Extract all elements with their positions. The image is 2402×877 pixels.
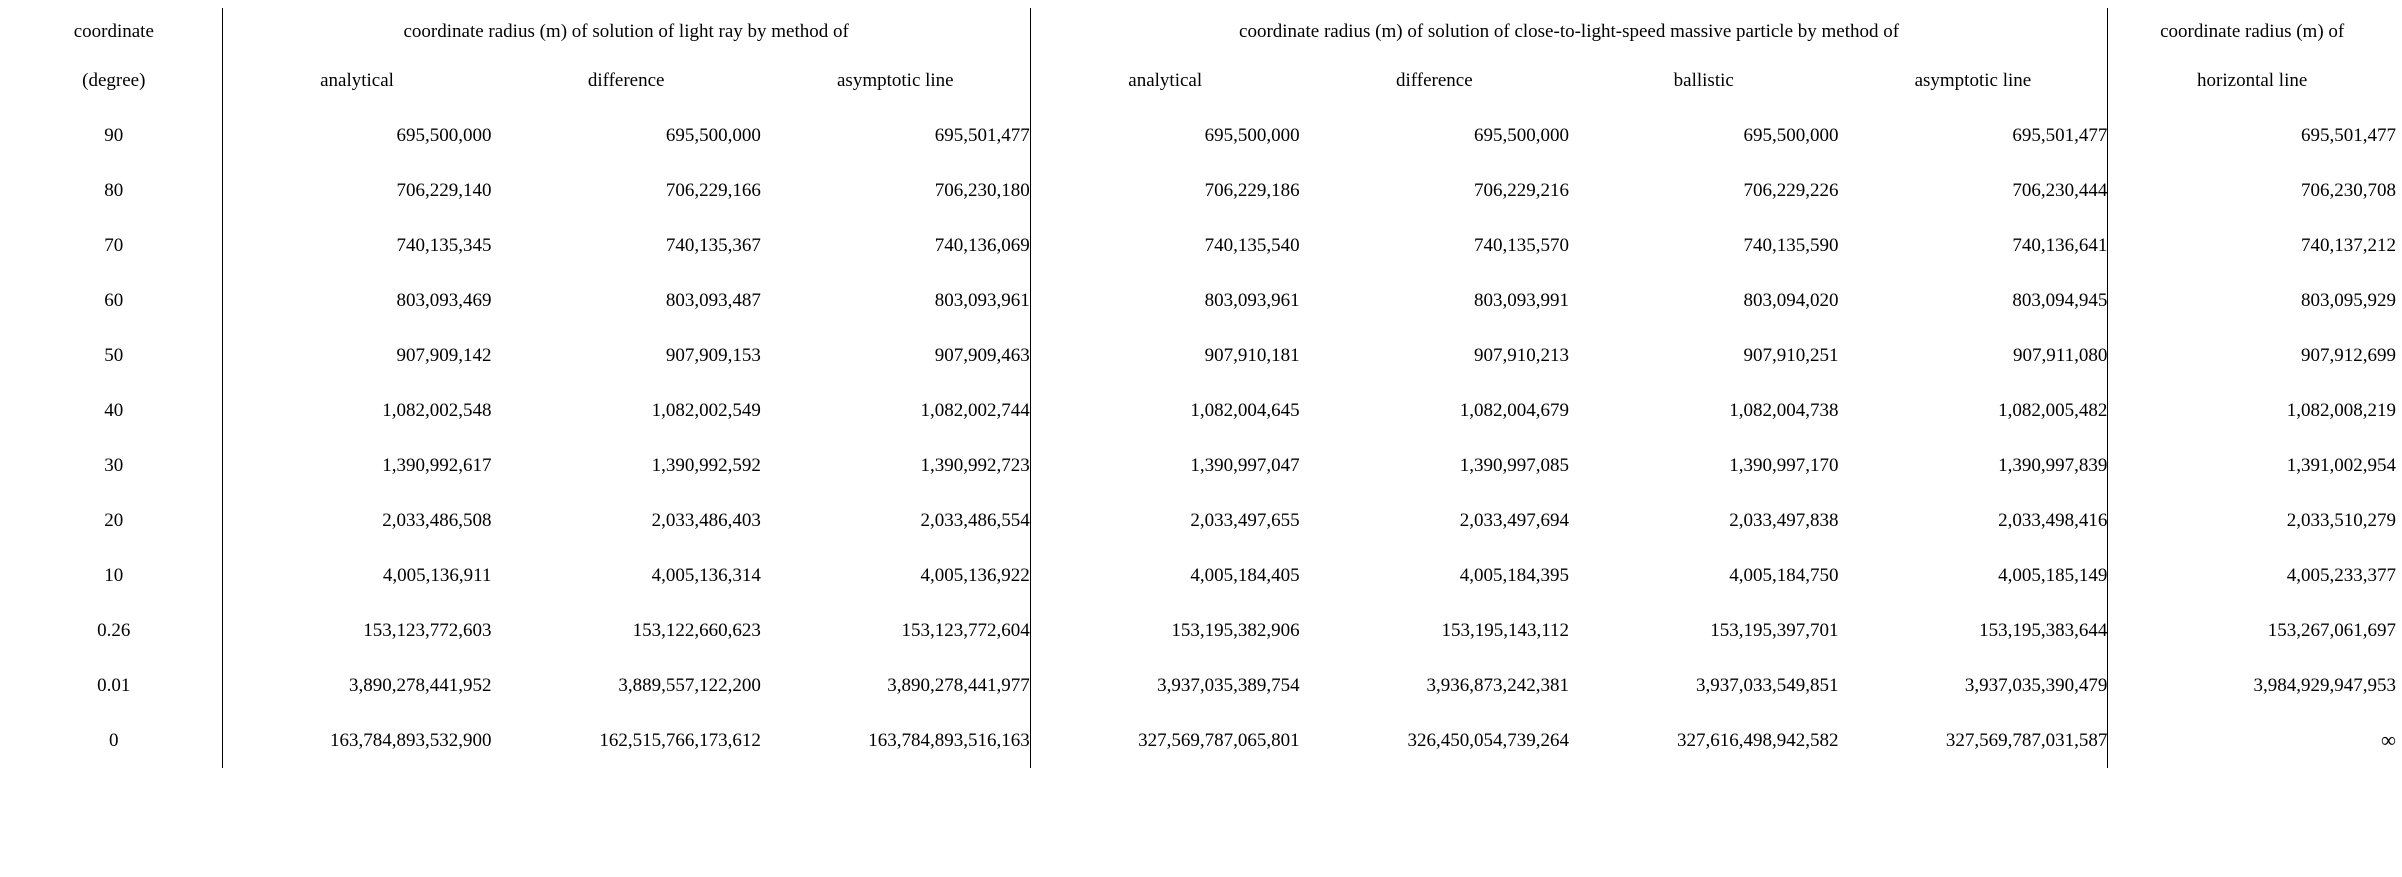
table-row bbox=[6, 163, 2396, 218]
header-group-light-ray: coordinate radius (m) of solution of light ray by method of bbox=[222, 8, 1030, 58]
cell-value: 695,500,000 bbox=[1204, 124, 1300, 146]
cell-value: 4,005,184,750 bbox=[1729, 564, 1839, 586]
cell-coordinate: 10 bbox=[6, 548, 222, 603]
cell-value: 3,890,278,441,977 bbox=[761, 658, 1030, 713]
cell-value: 153,195,383,644 bbox=[1838, 603, 2107, 658]
table-row bbox=[6, 218, 2396, 273]
cell-value: 327,569,787,031,587 bbox=[1838, 713, 2107, 768]
cell-value: 706,229,140 bbox=[396, 179, 492, 201]
cell-value: 803,093,961 bbox=[1204, 289, 1300, 311]
cell-value: 1,390,997,839 bbox=[1838, 438, 2107, 493]
cell-value: 803,094,945 bbox=[1838, 273, 2107, 328]
cell-value: 1,390,997,047 bbox=[1190, 454, 1300, 476]
cell-value: 1,082,002,549 bbox=[651, 399, 761, 421]
cell-value: 706,230,180 bbox=[761, 163, 1030, 218]
results-table bbox=[6, 8, 2396, 768]
cell-coordinate: 70 bbox=[6, 218, 222, 273]
cell-value: 740,137,212 bbox=[2301, 234, 2396, 256]
cell-value: 1,391,002,954 bbox=[2286, 454, 2396, 476]
cell-value: 3,890,278,441,952 bbox=[348, 674, 492, 696]
table-row bbox=[6, 273, 2396, 328]
cell-value: 3,937,035,389,754 bbox=[1157, 674, 1300, 696]
cell-value: 695,500,000 bbox=[665, 124, 761, 146]
cell-value: 706,230,708 bbox=[2301, 179, 2396, 201]
header-degree: (degree) bbox=[6, 58, 222, 108]
cell-value: 2,033,497,694 bbox=[1459, 509, 1570, 531]
cell-value: 1,082,002,744 bbox=[761, 383, 1030, 438]
cell-value: 1,390,992,617 bbox=[382, 454, 492, 476]
header-group-horizontal: coordinate radius (m) of bbox=[2160, 21, 2345, 42]
cell-value: 1,390,992,592 bbox=[651, 454, 761, 476]
cell-value: 706,229,186 bbox=[1204, 179, 1300, 201]
cell-value: 1,082,002,548 bbox=[382, 399, 492, 421]
cell-value: 4,005,184,405 bbox=[1190, 564, 1300, 586]
cell-value: 153,195,397,701 bbox=[1710, 619, 1839, 641]
cell-value: 803,095,929 bbox=[2301, 289, 2396, 311]
cell-value: 803,094,020 bbox=[1743, 289, 1839, 311]
cell-value: 740,136,069 bbox=[761, 218, 1030, 273]
table-row bbox=[6, 438, 2396, 493]
table-head bbox=[6, 8, 2396, 108]
cell-value: 907,910,213 bbox=[1474, 344, 1570, 366]
table-row bbox=[6, 328, 2396, 383]
cell-value: 907,909,463 bbox=[761, 328, 1030, 383]
header-group-row bbox=[6, 8, 2396, 58]
cell-value: 740,135,345 bbox=[396, 234, 492, 256]
cell-value: 803,093,991 bbox=[1474, 289, 1570, 311]
cell-value: 3,889,557,122,200 bbox=[618, 674, 761, 696]
cell-value: 740,136,641 bbox=[1838, 218, 2107, 273]
cell-value: 706,229,216 bbox=[1474, 179, 1570, 201]
cell-value: 327,616,498,942,582 bbox=[1676, 729, 1839, 751]
cell-value: 153,123,772,604 bbox=[761, 603, 1030, 658]
header-particle-ballistic: ballistic bbox=[1673, 70, 1734, 91]
table-row bbox=[6, 108, 2396, 163]
cell-value: 2,033,486,403 bbox=[651, 509, 761, 531]
table-row bbox=[6, 658, 2396, 713]
cell-value: 153,195,382,906 bbox=[1171, 619, 1300, 641]
cell-value: 153,122,660,623 bbox=[632, 619, 761, 641]
cell-value: 740,135,540 bbox=[1204, 234, 1300, 256]
cell-value: 3,936,873,242,381 bbox=[1426, 674, 1570, 696]
cell-value: 1,082,004,679 bbox=[1459, 399, 1570, 421]
cell-value: 4,005,136,911 bbox=[382, 564, 492, 586]
header-group-massive-particle: coordinate radius (m) of solution of close-to-light-speed massive particle by method of bbox=[1030, 8, 2108, 58]
cell-value: 706,229,226 bbox=[1743, 179, 1839, 201]
cell-coordinate: 30 bbox=[6, 438, 222, 493]
cell-value: 907,909,142 bbox=[396, 344, 492, 366]
cell-value: 163,784,893,516,163 bbox=[761, 713, 1030, 768]
cell-value: 2,033,497,838 bbox=[1729, 509, 1839, 531]
cell-value: 2,033,510,279 bbox=[2286, 509, 2396, 531]
header-particle-difference: difference bbox=[1396, 70, 1473, 91]
cell-value: 695,501,477 bbox=[2301, 124, 2396, 146]
cell-coordinate: 50 bbox=[6, 328, 222, 383]
cell-value: 4,005,185,149 bbox=[1838, 548, 2107, 603]
cell-value: 4,005,136,922 bbox=[761, 548, 1030, 603]
cell-value: 1,082,008,219 bbox=[2286, 399, 2396, 421]
cell-coordinate: 80 bbox=[6, 163, 222, 218]
cell-coordinate: 0.26 bbox=[6, 603, 222, 658]
cell-value: 706,229,166 bbox=[665, 179, 761, 201]
cell-value: 4,005,233,377 bbox=[2286, 564, 2396, 586]
cell-value: 2,033,486,508 bbox=[382, 509, 492, 531]
cell-value: 1,082,004,738 bbox=[1729, 399, 1839, 421]
cell-value: 740,135,590 bbox=[1743, 234, 1839, 256]
cell-value: 153,195,143,112 bbox=[1441, 619, 1570, 641]
cell-value: 695,501,477 bbox=[1838, 108, 2107, 163]
cell-value: 695,500,000 bbox=[1743, 124, 1839, 146]
cell-value: 4,005,184,395 bbox=[1459, 564, 1570, 586]
cell-coordinate: 0.01 bbox=[6, 658, 222, 713]
cell-coordinate: 20 bbox=[6, 493, 222, 548]
table-row bbox=[6, 383, 2396, 438]
cell-value: 1,390,992,723 bbox=[761, 438, 1030, 493]
cell-value: 803,093,469 bbox=[396, 289, 492, 311]
cell-coordinate: 90 bbox=[6, 108, 222, 163]
cell-value: 706,230,444 bbox=[1838, 163, 2107, 218]
cell-coordinate: 0 bbox=[6, 713, 222, 768]
cell-value: 3,937,035,390,479 bbox=[1838, 658, 2107, 713]
cell-value: 695,500,000 bbox=[1474, 124, 1570, 146]
cell-value: 327,569,787,065,801 bbox=[1138, 729, 1300, 751]
header-light-asymptotic: asymptotic line bbox=[761, 58, 1030, 108]
cell-value: 1,082,004,645 bbox=[1190, 399, 1300, 421]
cell-value: 4,005,136,314 bbox=[651, 564, 761, 586]
cell-value: ∞ bbox=[2381, 728, 2396, 752]
cell-value: 907,910,181 bbox=[1204, 344, 1300, 366]
cell-value: 2,033,486,554 bbox=[761, 493, 1030, 548]
cell-value: 1,390,997,085 bbox=[1459, 454, 1570, 476]
cell-value: 740,135,570 bbox=[1474, 234, 1570, 256]
cell-value: 740,135,367 bbox=[665, 234, 761, 256]
cell-coordinate: 60 bbox=[6, 273, 222, 328]
cell-value: 3,937,033,549,851 bbox=[1695, 674, 1839, 696]
header-light-analytical: analytical bbox=[320, 70, 394, 91]
header-light-difference: difference bbox=[587, 70, 665, 91]
cell-value: 1,082,005,482 bbox=[1838, 383, 2107, 438]
cell-value: 162,515,766,173,612 bbox=[599, 729, 761, 751]
cell-value: 3,984,929,947,953 bbox=[2253, 674, 2396, 696]
cell-value: 326,450,054,739,264 bbox=[1407, 729, 1570, 751]
cell-value: 803,093,487 bbox=[665, 289, 761, 311]
cell-value: 907,909,153 bbox=[665, 344, 761, 366]
cell-value: 907,910,251 bbox=[1743, 344, 1839, 366]
cell-value: 803,093,961 bbox=[761, 273, 1030, 328]
cell-value: 907,911,080 bbox=[1838, 328, 2107, 383]
table-body bbox=[6, 108, 2396, 768]
table-row bbox=[6, 603, 2396, 658]
table-row bbox=[6, 713, 2396, 768]
cell-value: 2,033,498,416 bbox=[1838, 493, 2107, 548]
cell-value: 907,912,699 bbox=[2301, 344, 2396, 366]
cell-value: 695,500,000 bbox=[396, 124, 492, 146]
table-row bbox=[6, 493, 2396, 548]
cell-value: 153,267,061,697 bbox=[2267, 619, 2396, 641]
header-particle-analytical: analytical bbox=[1128, 70, 1203, 91]
cell-value: 1,390,997,170 bbox=[1729, 454, 1839, 476]
cell-value: 163,784,893,532,900 bbox=[329, 729, 492, 751]
table-row bbox=[6, 548, 2396, 603]
cell-value: 2,033,497,655 bbox=[1190, 509, 1300, 531]
header-horizontal-line: horizontal line bbox=[2197, 70, 2308, 91]
header-group-coordinate: coordinate bbox=[6, 8, 222, 58]
cell-value: 153,123,772,603 bbox=[363, 619, 492, 641]
header-sub-row bbox=[6, 58, 2396, 108]
header-particle-asymptotic: asymptotic line bbox=[1838, 58, 2107, 108]
cell-coordinate: 40 bbox=[6, 383, 222, 438]
cell-value: 695,501,477 bbox=[761, 108, 1030, 163]
